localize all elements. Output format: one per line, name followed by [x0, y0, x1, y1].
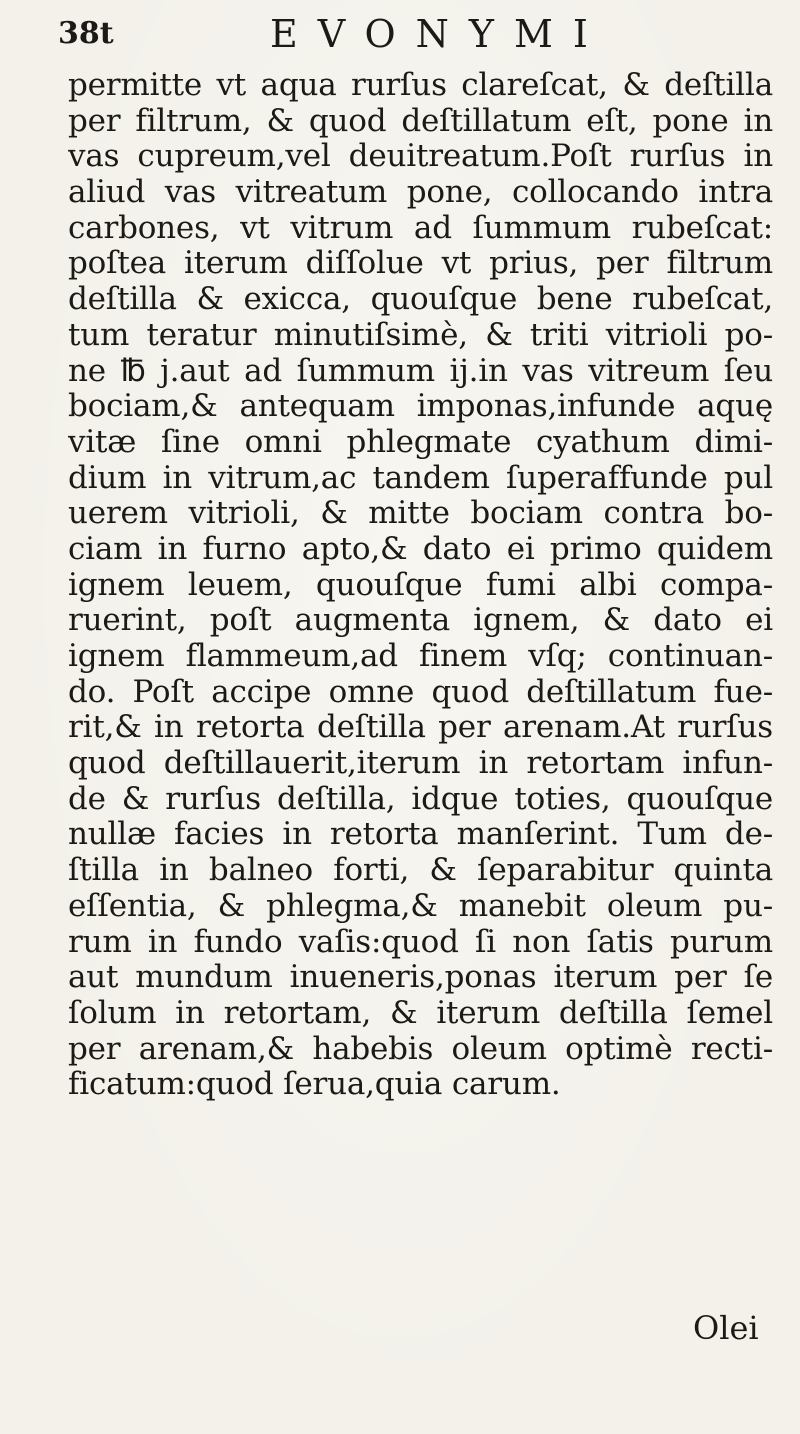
- text-line: bociam,& antequam imponas,infunde aquę: [68, 389, 773, 425]
- text-line: ſtilla in balneo forti, & ſeparabitur quinta: [68, 853, 773, 889]
- text-line: do. Poſt accipe omne quod deſtillatum fue-: [68, 674, 773, 710]
- catchword: Olei: [693, 1309, 759, 1347]
- text-line: eſſentia, & phlegma,& manebit oleum pu-: [68, 888, 773, 924]
- text-line: rit,& in retorta deſtilla per arenam.At rurſus: [68, 710, 773, 746]
- text-line: uerem vitrioli, & mitte bociam contra bo-: [68, 496, 773, 532]
- text-line: ſolum in retortam, & iterum deſtilla ſemel: [68, 995, 773, 1031]
- body-text: [68, 68, 773, 1103]
- text-line: quod deſtillauerit,iterum in retortam infun-: [68, 746, 773, 782]
- text-line: ne ℔ j.aut ad ſummum ij.in vas vitreum ſeu: [68, 353, 773, 389]
- page-number: 38t: [58, 16, 114, 51]
- text-line-last: ficatum:quod ſerua,quia carum.: [68, 1067, 561, 1103]
- text-line: nullæ facies in retorta manſerint. Tum de-: [68, 817, 773, 853]
- text-line: aut mundum inueneris,ponas iterum per ſe: [68, 960, 773, 996]
- text-line: per arenam,& habebis oleum optimè recti-: [68, 1031, 773, 1067]
- text-line: ignem leuem, quouſque fumi albi compa-: [68, 567, 773, 603]
- page-header: [58, 10, 760, 58]
- text-line: aliud vas vitreatum pone, collocando intra: [68, 175, 773, 211]
- text-line: dium in vitrum,ac tandem ſuperaffunde pul: [68, 460, 773, 496]
- text-line: ciam in furno apto,& dato ei primo quidem: [68, 531, 773, 567]
- text-line: vitæ ſine omni phlegmate cyathum dimi-: [68, 424, 773, 460]
- running-head: EVONYMI: [270, 12, 608, 56]
- text-line: carbones, vt vitrum ad ſummum rubeſcat:: [68, 210, 773, 246]
- text-line: deſtilla & exicca, quouſque bene rubeſcat,: [68, 282, 773, 318]
- text-line: tum teratur minutiſsimè, & triti vitrioli po-: [68, 317, 773, 353]
- text-line: vas cupreum,vel deuitreatum.Poſt rurſus in: [68, 139, 773, 175]
- text-line: per filtrum, & quod deſtillatum eſt, pone in: [68, 103, 773, 139]
- text-line: rum in fundo vaſis:quod ſi non ſatis purum: [68, 924, 773, 960]
- text-line: ruerint, poſt augmenta ignem, & dato ei: [68, 603, 773, 639]
- text-line: permitte vt aqua rurſus clareſcat, & deſtilla: [68, 68, 773, 103]
- text-line: ignem flammeum,ad finem vſq; continuan-: [68, 639, 773, 674]
- text-line: de & rurſus deſtilla, idque toties, quouſque: [68, 781, 773, 817]
- text-line: poſtea iterum diſſolue vt prius, per filtrum: [68, 246, 773, 282]
